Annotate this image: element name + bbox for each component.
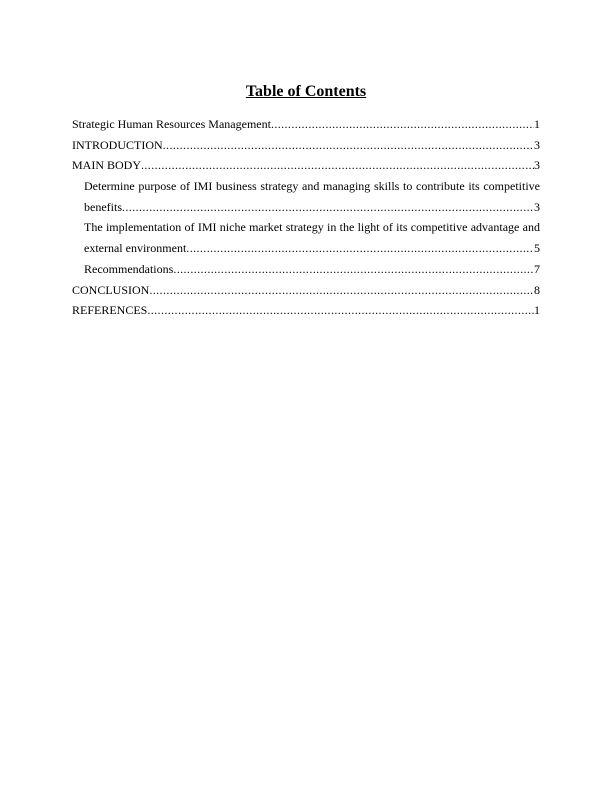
toc-entry-label-line2: external environment (84, 241, 187, 256)
toc-entry-page: 3 (534, 137, 540, 152)
dot-leader (122, 197, 534, 218)
dot-leader (163, 135, 534, 156)
dot-leader (186, 238, 534, 259)
toc-entry-strategic-hrm[interactable] (72, 114, 540, 135)
toc-entry-page: 3 (534, 199, 540, 214)
toc-entry-label: INTRODUCTION (72, 137, 163, 152)
toc-entry-page: 7 (534, 261, 540, 276)
toc-entry-label: Strategic Human Resources Management (72, 117, 271, 131)
toc-entry-label: CONCLUSION (72, 282, 150, 297)
toc-entry-page: 5 (534, 241, 540, 256)
toc-entry-main-body[interactable] (72, 155, 540, 176)
dot-leader (149, 280, 534, 301)
toc-entry-label: Recommendations (84, 261, 174, 276)
table-of-contents (72, 114, 540, 321)
toc-entry-references[interactable] (72, 300, 540, 321)
dot-leader (141, 155, 534, 176)
toc-entry-page: 3 (534, 158, 540, 173)
toc-title: Table of Contents (245, 83, 367, 100)
toc-entry-label-line1: Determine purpose of IMI business strategy and managing skills to contribute its competitive (84, 179, 540, 194)
dot-leader (271, 114, 534, 135)
toc-entry-label-line1: The implementation of IMI niche market strategy in the light of its competitive advantage and (84, 220, 540, 235)
toc-entry-recommendations[interactable] (72, 259, 540, 280)
toc-entry-niche-market-strategy[interactable] (72, 217, 540, 258)
toc-entry-page: 1 (534, 303, 540, 318)
toc-entry-page: 1 (534, 117, 540, 131)
dot-leader (147, 300, 534, 321)
toc-entry-introduction[interactable] (72, 135, 540, 156)
toc-entry-determine-purpose[interactable] (72, 176, 540, 217)
toc-entry-label: REFERENCES (72, 303, 148, 318)
toc-entry-conclusion[interactable] (72, 280, 540, 301)
toc-entry-label-line2: benefits (84, 199, 122, 214)
dot-leader (173, 259, 534, 280)
toc-entry-page: 8 (534, 282, 540, 297)
toc-entry-label: MAIN BODY (72, 158, 141, 173)
